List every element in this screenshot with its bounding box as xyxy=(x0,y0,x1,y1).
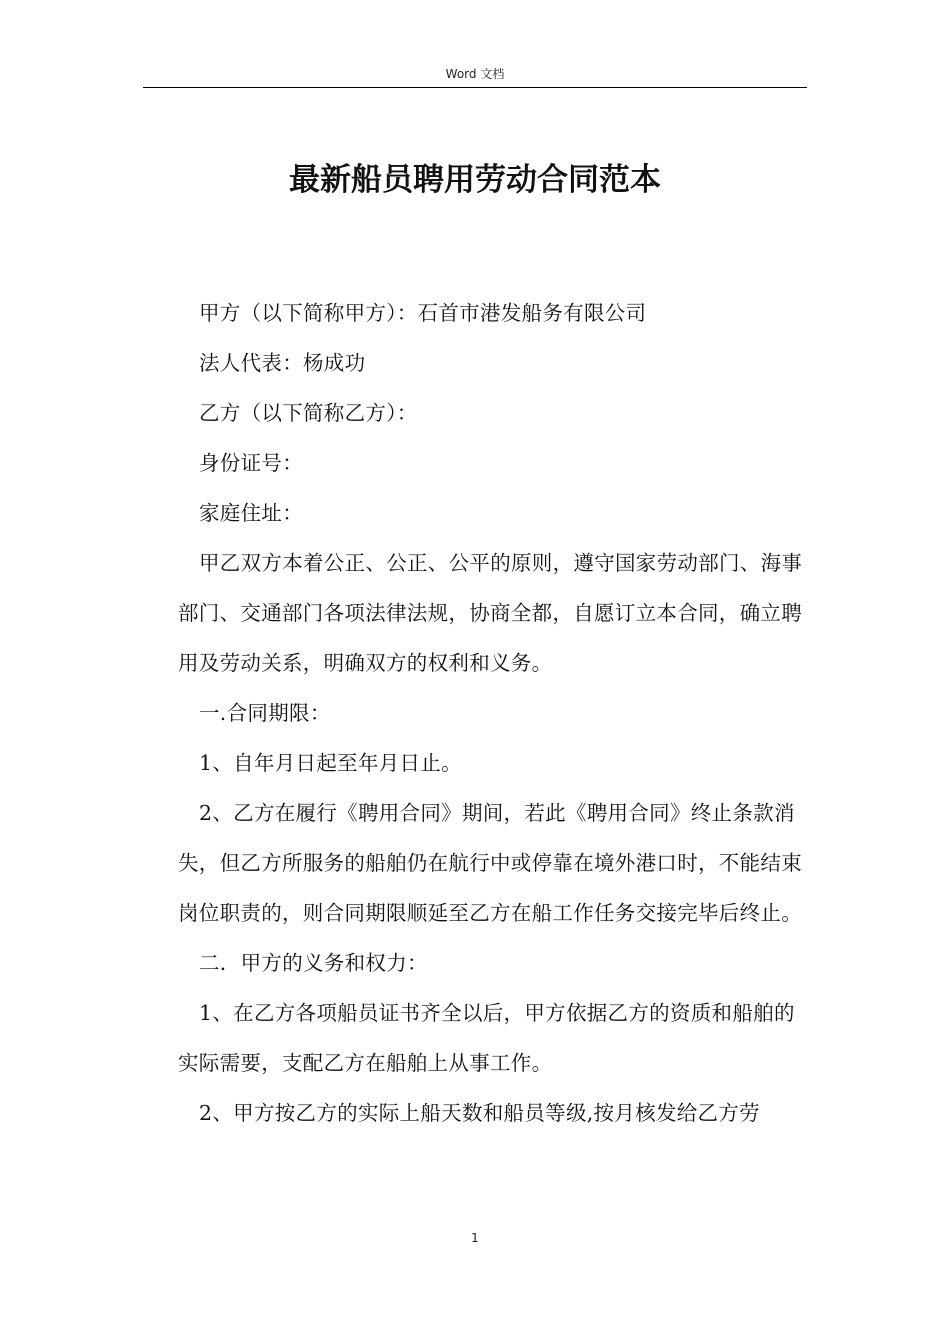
document-body xyxy=(178,288,812,1138)
paragraph-party-a: 甲方（以下简称甲方）：石首市港发船务有限公司 xyxy=(199,301,647,325)
paragraph-term-1: 1、自年月日起至年月日止。 xyxy=(199,751,462,775)
paragraph-id-number: 身份证号： xyxy=(199,451,303,475)
paragraph-legal-rep: 法人代表：杨成功 xyxy=(199,351,366,375)
paragraph-duty-2: 2、甲方按乙方的实际上船天数和船员等级,按月核发给乙方劳 xyxy=(199,1101,760,1125)
paragraph-party-b: 乙方（以下简称乙方）： xyxy=(199,401,418,425)
document-title: 最新船员聘用劳动合同范本 xyxy=(289,162,661,198)
header-divider xyxy=(143,87,807,88)
paragraph-duty-1: 1、在乙方各项船员证书齐全以后，甲方依据乙方的资质和船舶的实际需要，支配乙方在船舶上从事工作。 xyxy=(178,1001,795,1075)
paragraph-home-address: 家庭住址： xyxy=(199,501,303,525)
section-heading-party-a-duties: 二．甲方的义务和权力： xyxy=(199,951,428,975)
page-number: 1 xyxy=(471,1231,479,1245)
page-header-label: Word 文档 xyxy=(445,67,505,81)
section-heading-term: 一.合同期限： xyxy=(199,701,331,725)
paragraph-term-2: 2、乙方在履行《聘用合同》期间，若此《聘用合同》终止条款消失，但乙方所服务的船舶仍在航行中或停靠在境外港口时，不能结束岗位职责的，则合同期限顺延至乙方在船工作任务交接完毕后终止。 xyxy=(178,801,802,925)
paragraph-preamble: 甲乙双方本着公正、公正、公平的原则，遵守国家劳动部门、海事部门、交通部门各项法律法规，协商全都，自愿订立本合同，确立聘用及劳动关系，明确双方的权利和义务。 xyxy=(178,551,803,675)
